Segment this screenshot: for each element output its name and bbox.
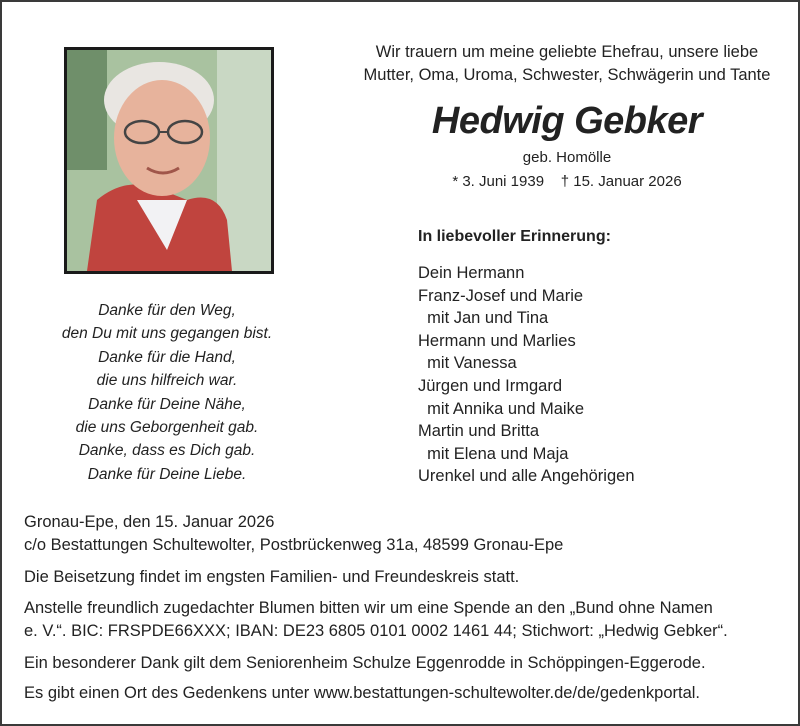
poem-line: Danke für den Weg, — [98, 302, 236, 319]
maiden-name: geb. Homölle — [522, 149, 612, 166]
place-date: Gronau-Epe, den 15. Januar 2026 — [24, 513, 275, 531]
poem-line: Danke für die Hand, — [98, 348, 236, 366]
family-line: Dein Hermann — [418, 264, 525, 282]
death-date: † 15. Januar 2026 — [560, 173, 682, 190]
memorial-portal-note: Es gibt einen Ort des Gedenkens unter www.bestattungen-schultewolter.de/de/gedenkportal. — [24, 684, 701, 702]
family-list — [418, 262, 635, 488]
poem-line: den Du mit uns gegangen bist. — [61, 325, 273, 343]
intro-line: Wir trauern um meine geliebte Ehefrau, unsere liebe — [375, 43, 759, 61]
poem-line: Danke für Deine Liebe. — [87, 465, 247, 483]
thanks-note: Ein besonderer Dank gilt dem Seniorenheim Schulze Eggenrodde in Schöppingen-Eggerode. — [24, 654, 706, 672]
family-line: mit Elena und Maja — [418, 444, 569, 463]
burial-note: Die Beisetzung findet im engsten Familien- und Freundeskreis statt. — [24, 568, 520, 586]
family-line: Franz-Josef und Marie — [418, 286, 584, 305]
birth-date: * 3. Juni 1939 — [452, 173, 545, 190]
memory-heading: In liebevoller Erinnerung: — [418, 228, 611, 245]
family-line: Urenkel und alle Angehörigen — [418, 467, 635, 486]
poem-line: die uns Geborgenheit gab. — [75, 419, 259, 437]
family-line: mit Annika und Maike — [418, 399, 584, 418]
intro-line: Mutter, Oma, Uroma, Schwester, Schwägerin und Tante — [363, 66, 771, 84]
donation-bank-details: e. V.“. BIC: FRSPDE66XXX; IBAN: DE23 6805 0101 0002 1461 44; Stichwort: „Hedwig Gebker“. — [24, 622, 728, 640]
funeral-home-address: c/o Bestattungen Schultewolter, Postbrückenweg 31a, 48599 Gronau-Epe — [24, 536, 564, 554]
family-line: mit Jan und Tina — [418, 309, 549, 328]
portrait-photo — [64, 47, 274, 274]
family-line: Martin und Britta — [418, 422, 540, 441]
donation-note: Anstelle freundlich zugedachter Blumen bitten wir um eine Spende an den „Bund ohne Namen — [24, 599, 713, 617]
family-line: Jürgen und Irmgard — [418, 376, 562, 395]
family-line: mit Vanessa — [418, 354, 517, 373]
poem-line: Danke für Deine Nähe, — [88, 395, 246, 413]
life-dates — [332, 173, 800, 190]
deceased-name: Hedwig Gebker — [431, 100, 703, 142]
family-line: Hermann und Marlies — [418, 331, 576, 350]
poem-line: Danke, dass es Dich gab. — [78, 442, 256, 460]
poem-line: die uns hilfreich war. — [96, 372, 238, 390]
poem — [22, 299, 312, 486]
